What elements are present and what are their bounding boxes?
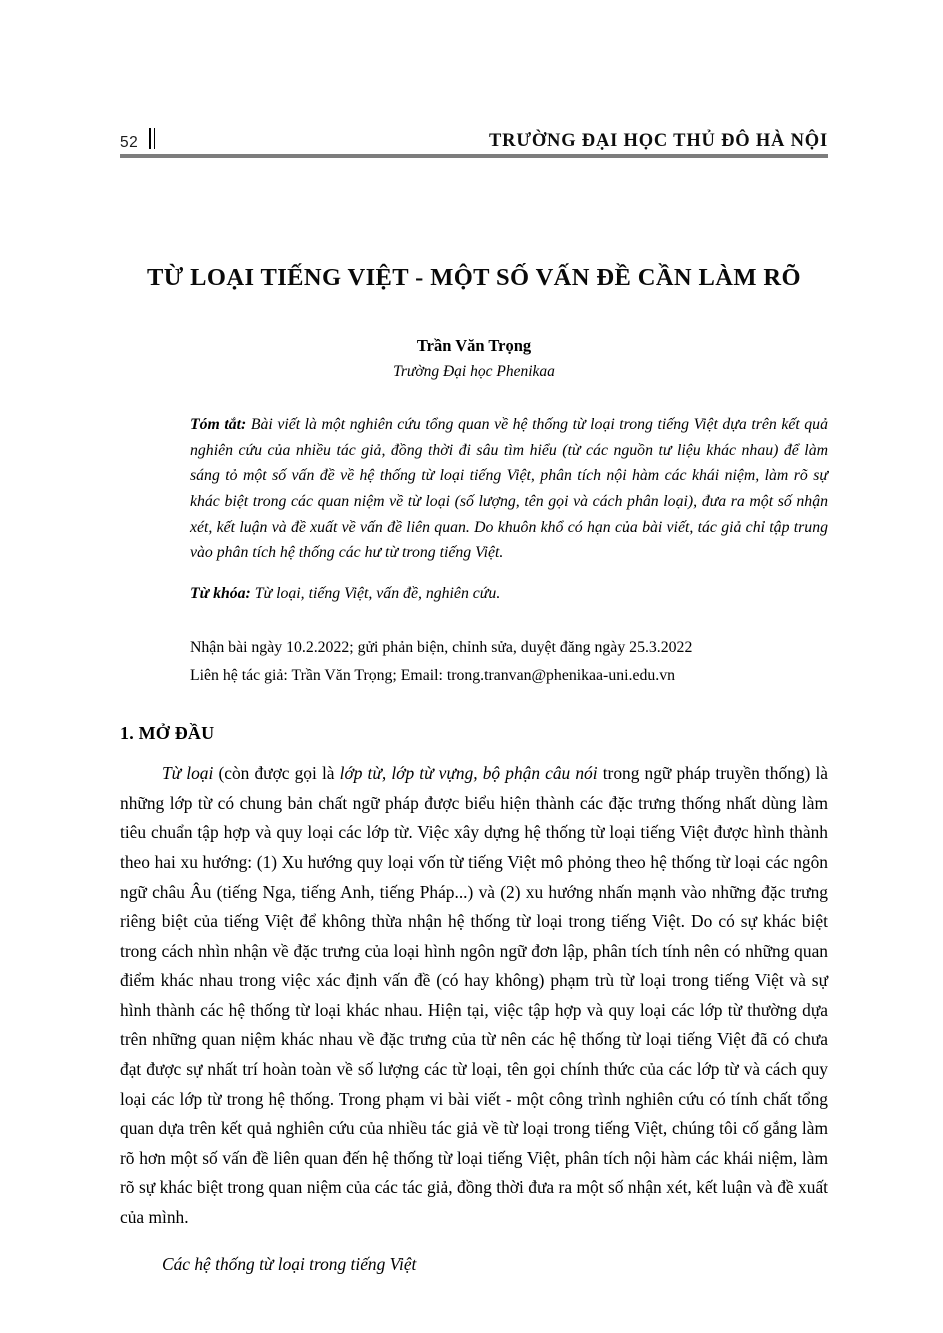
page-content <box>120 0 828 1297</box>
term-tu-loai: Từ loại <box>162 763 214 784</box>
folio-group <box>120 128 155 150</box>
author-affiliation: Trường Đại học Phenikaa <box>393 363 555 381</box>
subsection-italic-heading: Các hệ thống từ loại trong tiếng Việt <box>162 1253 417 1274</box>
abstract-paragraph <box>190 412 828 565</box>
section-heading-introduction: 1. MỞ ĐẦU <box>120 723 215 744</box>
header-divider <box>120 154 828 158</box>
abstract-label: Tóm tắt: <box>190 416 247 434</box>
double-bar-icon <box>149 128 155 150</box>
publication-meta <box>190 634 828 690</box>
intro-run-1: (còn được gọi là <box>213 763 340 784</box>
keywords-text: Từ loại, tiếng Việt, vấn đề, nghiên cứu. <box>250 585 501 603</box>
journal-name: TRƯỜNG ĐẠI HỌC THỦ ĐÔ HÀ NỘI <box>489 130 828 151</box>
author-name: Trần Văn Trọng <box>416 335 532 355</box>
keywords-paragraph <box>190 581 828 607</box>
intro-run-2: trong ngữ pháp truyền thống) là những lớp từ có chung bản chất ngữ pháp được biểu hiện thành các đặc trưng thống nhất dùng làm tiêu chuẩn tập hợp và quy loại các lớp từ. Việc xây dựng hệ thống từ loại tiếng Việt được hình thành theo hai xu hướng: (1) Xu hướng quy loại vốn từ tiếng Việt mô phỏng theo hệ thống từ loại các ngôn ngữ châu Âu (tiếng Nga, tiếng Anh, tiếng Pháp...) và (2) xu hướng nhấn mạnh vào những đặc trưng riêng biệt của tiếng Việt để không thừa nhận hệ thống từ loại trong tiếng Việt. Do có sự khác biệt trong cách nhìn nhận về đặc trưng của loại hình ngôn ngữ đơn lập, phân tích tính nên có những quan điểm khác nhau trong việc xác định vấn đề (có hay không) phạm trù từ loại trong tiếng Việt và sự hình thành các hệ thống từ loại khác nhau. Hiện tại, việc tập hợp và quy loại các lớp từ thường dựa trên những quan niệm khác nhau về đặc trưng của từ nên các hệ thống từ loại tiếng Việt đã có chưa đạt được sự nhất trí hoàn toàn về số lượng các từ loại, tên gọi chính thức của các lớp từ và cách quy loại các lớp từ trong hệ thống. Trong phạm vi bài viết - một công trình nghiên cứu có tính chất tổng quan dựa trên kết quả nghiên cứu của nhiều tác giả về từ loại trong tiếng Việt, chúng tôi cố gắng làm rõ hơn một số vấn đề liên quan đến hệ thống từ loại tiếng Việt, phân tích nội hàm các khái niệm, làm rõ sự khác biệt trong quan niệm của các tác giả, đồng thời đưa ra một số nhận xét, kết luận và đề xuất của mình. <box>120 763 828 1227</box>
term-alt-names: lớp từ, lớp từ vựng, bộ phận câu nói <box>339 763 598 784</box>
page-title: TỪ LOẠI TIẾNG VIỆT - MỘT SỐ VẤN ĐỀ CẦN LÀM RÕ <box>147 264 801 291</box>
received-date-line: Nhận bài ngày 10.2.2022; gửi phản biện, chỉnh sửa, duyệt đăng ngày 25.3.2022 <box>190 639 693 657</box>
abstract-text: Bài viết là một nghiên cứu tổng quan về hệ thống từ loại trong tiếng Việt dựa trên kết quả nghiên cứu của nhiều tác giả, đồng thời đi sâu tìm hiểu (từ các nguồn tư liệu khác nhau) để làm sáng tỏ một số vấn đề về hệ thống từ loại tiếng Việt, phân tích nội hàm các khái niệm, làm rõ sự khác biệt trong các quan niệm về từ loại (số lượng, tên gọi và cách phân loại), đưa ra một số nhận xét, kết luận và đề xuất về vấn đề liên quan. Do khuôn khổ có hạn của bài viết, tác giả chỉ tập trung vào phân tích hệ thống các hư từ trong tiếng Việt. <box>190 416 828 562</box>
running-head <box>120 120 828 166</box>
abstract-block <box>190 412 828 607</box>
introduction-paragraph <box>120 759 828 1232</box>
running-head-row <box>120 120 828 150</box>
page-number: 52 <box>120 133 139 151</box>
keywords-label: Từ khóa: <box>190 585 251 603</box>
contact-line: Liên hệ tác giả: Trần Văn Trọng; Email: trong.tranvan@phenikaa-uni.edu.vn <box>190 667 676 685</box>
